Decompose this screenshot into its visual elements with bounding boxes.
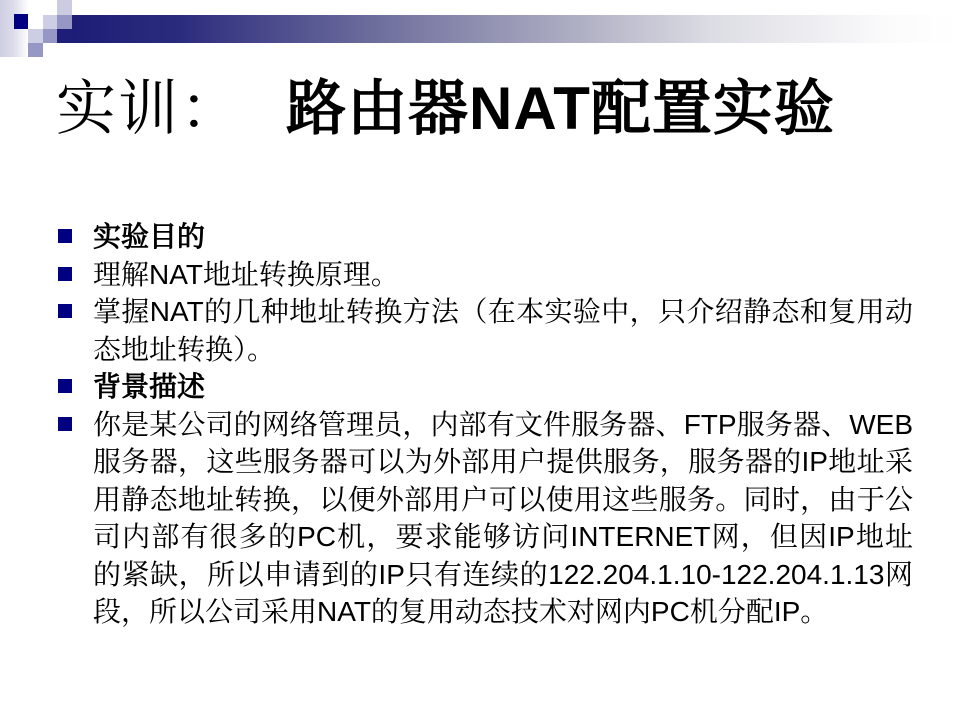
- title-bar-gradient: [72, 15, 960, 43]
- bullet-text: 你是某公司的网络管理员，内部有文件服务器、FTP服务器、WEB服务器，这些服务器可以为外部用户提供服务，服务器的IP地址采用静态地址转换，以便外部用户可以使用这些服务。同时，由于公司内部有很多的PC机，要求能够访问INTERNET网，但因IP地址的紧缺，所以申请到的IP只有连续的122.204.1.10-122.204.1.13网段，所以公司采用NAT的复用动态技术对网内PC机分配IP。: [93, 408, 913, 627]
- bullet-item-background-header: [57, 368, 913, 406]
- mosaic-square-icon: [28, 29, 43, 43]
- bullet-square-icon: [58, 229, 72, 243]
- bullet-square-icon: [58, 379, 72, 393]
- bullet-item-objective-header: [57, 218, 913, 256]
- mosaic-square-icon: [43, 29, 58, 43]
- bullet-item-scenario: [57, 406, 913, 631]
- slide-title: [56, 70, 936, 148]
- bullet-text: 理解NAT地址转换原理。: [93, 258, 399, 290]
- mosaic-square-icon: [57, 0, 72, 15]
- bullet-item-master-methods: [57, 293, 913, 368]
- mosaic-square-icon: [57, 29, 72, 43]
- bullet-text: 实验目的: [93, 221, 206, 252]
- bullet-text: 背景描述: [93, 371, 206, 402]
- mosaic-square-icon: [57, 15, 72, 29]
- bullet-list: [57, 218, 913, 631]
- mosaic-square-icon: [43, 15, 58, 29]
- bullet-square-icon: [58, 267, 72, 281]
- bullet-square-icon: [58, 304, 72, 318]
- bullet-item-understand-nat: [57, 256, 913, 294]
- mosaic-square-icon: [14, 14, 28, 29]
- bullet-square-icon: [58, 417, 72, 431]
- bullet-text: 掌握NAT的几种地址转换方法（在本实验中，只介绍静态和复用动态地址转换）。: [93, 296, 913, 365]
- title-main: 路由器NAT配置实验: [286, 75, 835, 142]
- mosaic-square-icon: [28, 43, 43, 57]
- title-prefix: 实训：: [56, 76, 242, 142]
